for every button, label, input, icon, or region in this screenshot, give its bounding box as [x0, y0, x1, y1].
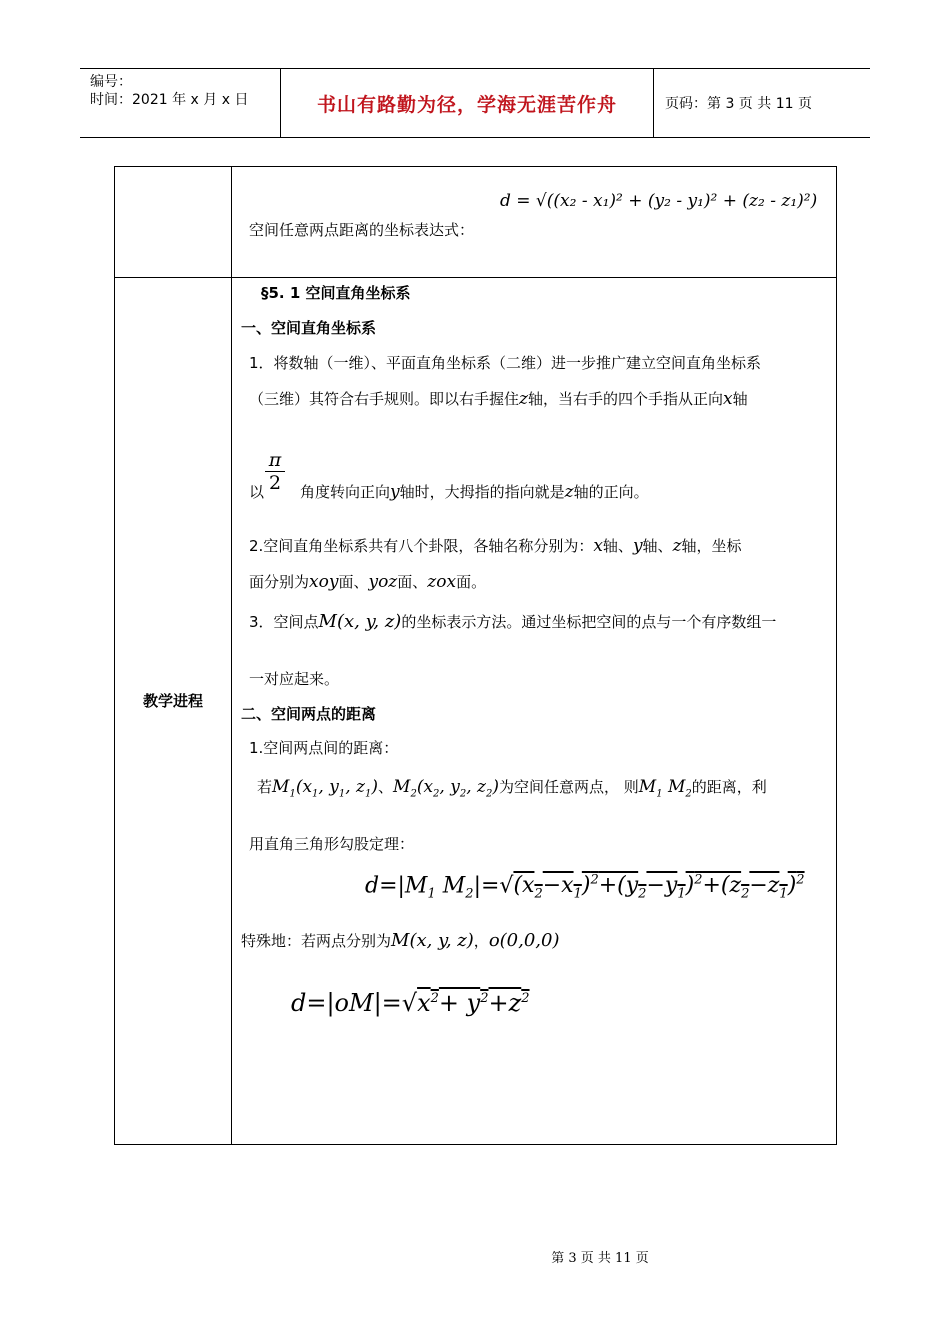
- var-z: z: [564, 482, 574, 502]
- fraction-numerator: π: [268, 449, 282, 471]
- text-fragment: 面分别为: [249, 573, 310, 591]
- special-case-line: [241, 931, 560, 951]
- paragraph-3-line-2: 一对应起来。: [249, 670, 340, 688]
- paragraph-1-line-1: 1．将数轴（一维）、平面直角坐标系（二维）进一步推广建立空间直角坐标系: [249, 354, 762, 372]
- text-fragment: （三维）其符合右手规则。即以右手握住: [249, 390, 520, 408]
- point-M2: $M_2(x_2$, $y_2$, $z_2$): [393, 777, 499, 800]
- text-fragment: 为空间任意两点， 则: [499, 778, 639, 796]
- text-fragment: 轴、: [642, 537, 673, 555]
- point-M: M(x, y, z): [318, 611, 402, 632]
- distance-formula-main: $d=|M_1$ $M_2|=√(x_2-x_1)^2+(y_2-y_1)^2+(z_2-z_1)^2$: [365, 873, 805, 902]
- var-x: x: [593, 536, 603, 556]
- paragraph-1-line-3: [249, 482, 649, 502]
- text-fragment: 轴: [732, 390, 748, 408]
- text-fragment: 以: [249, 483, 265, 501]
- number-label: 编号：: [90, 74, 132, 90]
- plane-zox: zox: [427, 572, 457, 592]
- point-origin: o(0,0,0): [488, 930, 560, 951]
- text-fragment: 面、: [338, 573, 369, 591]
- page-header: [80, 68, 870, 138]
- text-fragment: 面、: [397, 573, 428, 591]
- var-z: z: [672, 536, 682, 556]
- fraction-denominator: 2: [265, 471, 285, 494]
- distance-formula-top: d = √((x₂ - x₁)² + (y₂ - y₁)² + (z₂ - z₁)²): [500, 191, 818, 211]
- page-footer: 第 3 页 共 11 页: [551, 1251, 649, 1266]
- time-label: 时间：2021 年 x 月 x 日: [90, 92, 249, 108]
- heading-coordinate-system: 一、空间直角坐标系: [241, 319, 377, 337]
- segment-M1M2: $M_1$ $M_2$: [638, 777, 692, 800]
- paragraph-2-line-1: [249, 536, 742, 556]
- var-y: y: [390, 482, 400, 502]
- var-z: z: [519, 389, 528, 409]
- text-fragment: 特殊地：若两点分别为: [241, 932, 392, 950]
- point-M: M(x, y, z): [391, 930, 474, 951]
- table-column-divider: [231, 167, 232, 1144]
- pythagoras-line: 用直角三角形勾股定理：: [249, 835, 415, 853]
- var-x: x: [723, 389, 733, 409]
- var-y: y: [632, 536, 643, 556]
- text-fragment: 轴，坐标: [681, 537, 742, 555]
- origin-distance-formula: $d=|oM|=√x^2+ y^2+z^2$: [291, 989, 530, 1017]
- header-meta: [80, 69, 280, 137]
- text-fragment: 2.空间直角坐标系共有八个卦限，各轴名称分别为：: [249, 537, 594, 555]
- page-info: 页码：第 3 页 共 11 页: [665, 96, 812, 112]
- point-M1: $M_1(x_1$, $y_1$, $z_1$): [272, 777, 378, 800]
- text-fragment: 、: [378, 778, 394, 796]
- distance-intro: 1.空间两点间的距离：: [249, 739, 399, 757]
- text-fragment: ，: [473, 932, 489, 950]
- text-fragment: 轴的正向。: [573, 483, 649, 501]
- text-fragment: 轴，当右手的四个手指从正向: [527, 390, 723, 408]
- text-fragment: 轴时，大拇指的指向就是: [399, 483, 565, 501]
- content-table: [114, 166, 837, 1145]
- row-label-teaching-process: 教学进程: [142, 692, 203, 710]
- text-fragment: 的距离，利: [691, 778, 767, 796]
- text-fragment: 3．空间点: [249, 613, 319, 631]
- header-motto-cell: [280, 69, 654, 137]
- motto: 书山有路勤为径，学海无涯苦作舟: [316, 93, 617, 116]
- section-title: §5. 1 空间直角坐标系: [261, 284, 411, 302]
- paragraph-3-line-1: [249, 612, 776, 632]
- distance-formula-caption: 空间任意两点距离的坐标表达式：: [249, 221, 475, 239]
- text-fragment: 面。: [456, 573, 487, 591]
- paragraph-2-line-2: [249, 572, 486, 592]
- points-definition-line: [257, 777, 767, 804]
- text-fragment: 角度转向正向: [300, 483, 391, 501]
- paragraph-1-line-2: [249, 389, 748, 409]
- text-fragment: 若: [257, 778, 273, 796]
- table-row-divider: [115, 277, 836, 278]
- plane-xoy: xoy: [309, 572, 339, 592]
- text-fragment: 轴、: [602, 537, 633, 555]
- header-page-cell: [653, 69, 870, 137]
- plane-yoz: yoz: [368, 572, 398, 592]
- heading-two-point-distance: 二、空间两点的距离: [241, 705, 377, 723]
- text-fragment: 的坐标表示方法。通过坐标把空间的点与一个有序数组一: [401, 613, 777, 631]
